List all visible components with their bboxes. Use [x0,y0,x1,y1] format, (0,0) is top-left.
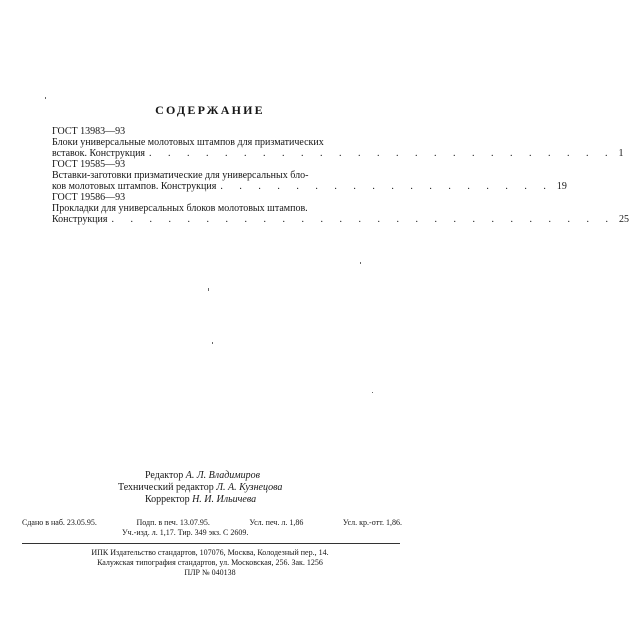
license-line: ПЛР № 040138 [184,568,236,577]
toc-title-line: Прокладки для универсальных блоков молотовых штампов. [52,203,308,214]
color-prints: Усл. кр.-отт. 1,86. [342,518,402,527]
scan-speck [372,392,373,393]
toc-entry [52,192,629,225]
print-sheets: Усл. печ. л. 1,86 [249,518,304,527]
toc-page-number: 1 [618,148,624,159]
toc-title-line: Блоки универсальные молотовых штампов для призматических [52,137,324,148]
page-title: СОДЕРЖАНИЕ [155,103,265,117]
toc-page-number: 19 [556,181,567,192]
signed-date: Подп. в печ. 13.07.95. [136,518,210,527]
scan-speck [212,342,213,344]
corrector-label: Корректор [145,494,190,505]
toc-title-line: Вставки-заготовки призматические для универсальных бло- [52,170,309,181]
imprint [0,548,420,578]
toc-leader-dots: . . . . . . . . . . . . . . . . . . . . . . . . . . . [111,214,615,225]
scan-speck [208,288,209,291]
toc-title-text: ков молотовых штампов. Конструкция [52,181,217,192]
editor-name: А. Л. Владимиров [185,470,260,481]
scan-speck [45,97,46,99]
tech-editor-label: Технический редактор [118,482,214,493]
editor-line [145,470,260,482]
toc-title-last-line [52,148,624,159]
toc-title-text: Конструкция [52,214,108,225]
toc-leader-dots: . . . . . . . . . . . . . . . . . . [220,181,553,192]
corrector-line [145,494,256,506]
toc-entry [52,126,624,159]
publication-info-line [22,518,402,528]
tech-editor-line [118,482,282,494]
publisher-line: ИПК Издательство стандартов, 107076, Москва, Колодезный пер., 14. [91,548,329,557]
toc-entry [52,159,567,192]
toc-leader-dots: . . . . . . . . . . . . . . . . . . . . . . . . . [149,148,615,159]
corrector-name: Н. И. Ильичева [192,494,257,505]
toc-title-text: вставок. Конструкция [52,148,146,159]
divider [22,543,400,544]
printer-line: Калужская типография стандартов, ул. Московская, 256. Зак. 1256 [97,558,323,567]
toc-title-last-line [52,214,629,225]
publication-info [22,518,402,538]
toc-standard: ГОСТ 19585—93 [52,159,126,170]
toc-page-number: 25 [618,214,629,225]
edition-info: Уч.-изд. л. 1,17. Тир. 349 экз. С 2609. [122,528,249,537]
scan-speck [360,262,361,264]
editor-label: Редактор [145,470,184,481]
tech-editor-name: Л. А. Кузнецова [216,482,283,493]
toc-title-last-line [52,181,567,192]
submitted-date: Сдано в наб. 23.05.95. [22,518,97,527]
toc-standard: ГОСТ 13983—93 [52,126,126,137]
table-of-contents [52,126,629,225]
toc-standard: ГОСТ 19586—93 [52,192,126,203]
